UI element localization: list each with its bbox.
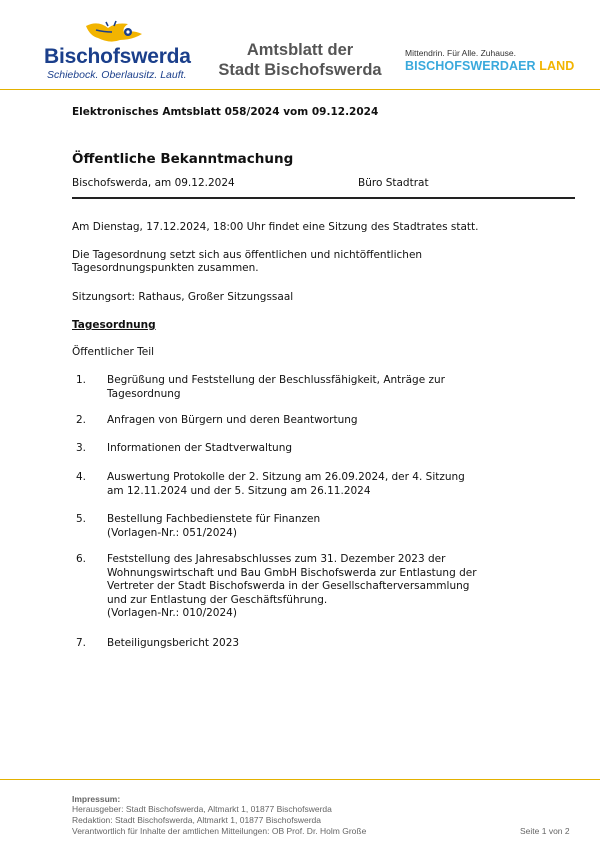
agenda-item-text: Begrüßung und Feststellung der Beschlussfähigkeit, Anträge zur Tagesordnung: [107, 374, 445, 400]
place-date: Bischofswerda, am 09.12.2024: [72, 177, 235, 189]
agenda-item-number: 5.: [76, 513, 87, 525]
agenda-item-reference: (Vorlagen-Nr.: 010/2024): [107, 607, 237, 619]
agenda-item-title: Feststellung des Jahresabschlusses zum 31. Dezember 2023 der Wohnungswirtschaft und Bau GmbH Bischofswerda zur Entlastung der Vertreter der Stadt Bischofswerda in der Gesellschafterversammlung und zur Entlastung der Geschäftsführung.: [107, 553, 477, 606]
meeting-location: Sitzungsort: Rathaus, Großer Sitzungssaal: [72, 291, 294, 303]
agenda-item-title: Bestellung Fachbedienstete für Finanzen: [107, 513, 321, 525]
footer-editorial: Redaktion: Stadt Bischofswerda, Altmarkt 1, 01877 Bischofswerda: [72, 815, 321, 825]
bischofswerda-logo: [44, 18, 191, 81]
region-name: [405, 59, 574, 73]
region-name-a: BISCHOFSWERDAER: [405, 59, 536, 73]
header-divider: [0, 89, 600, 90]
meeting-date-paragraph: Am Dienstag, 17.12.2024, 18:00 Uhr findet eine Sitzung des Stadtrates statt.: [72, 221, 479, 233]
agenda-item-number: 6.: [76, 553, 87, 565]
agenda-composition-paragraph: Die Tagesordnung setzt sich aus öffentlichen und nichtöffentlichen Tagesordnungspunkten zusammen.: [72, 249, 423, 274]
agenda-item-text: Auswertung Protokolle der 2. Sitzung am 26.09.2024, der 4. Sitzung am 12.11.2024 und der 5. Sitzung am 26.11.2024: [107, 471, 465, 497]
agenda-item-text: [107, 513, 482, 540]
footer-publisher: Herausgeber: Stadt Bischofswerda, Altmarkt 1, 01877 Bischofswerda: [72, 804, 332, 814]
publication-title-line1: Amtsblatt der: [246, 41, 354, 59]
publication-title-line2: Stadt Bischofswerda: [218, 61, 382, 79]
agenda-item-number: 1.: [76, 374, 87, 386]
bird-logo-icon: [82, 18, 146, 46]
bulletin-heading: Elektronisches Amtsblatt 058/2024 vom 09.12.2024: [72, 106, 379, 118]
region-brand: [405, 48, 574, 73]
region-tagline: Mittendrin. Für Alle. Zuhause.: [405, 48, 517, 58]
agenda-item-reference: (Vorlagen-Nr.: 051/2024): [107, 526, 237, 539]
logo-wordmark: Bischofswerda: [44, 45, 191, 68]
issuing-office: Büro Stadtrat: [358, 177, 429, 189]
agenda-item-text: [107, 553, 482, 621]
region-name-b: LAND: [539, 59, 575, 73]
page-number: Seite 1 von 2: [520, 826, 570, 836]
agenda-item-number: 3.: [76, 442, 87, 454]
section-rule: [72, 197, 575, 199]
agenda-item-text: Informationen der Stadtverwaltung: [107, 442, 293, 454]
agenda-item-text: Beteiligungsbericht 2023: [107, 637, 240, 649]
announcement-title: Öffentliche Bekanntmachung: [72, 151, 294, 167]
agenda-item-text: Anfragen von Bürgern und deren Beantwortung: [107, 414, 358, 426]
impressum-label: Impressum:: [72, 794, 121, 804]
publication-title: [200, 40, 400, 80]
footer-divider: [0, 779, 600, 780]
public-part-label: Öffentlicher Teil: [72, 346, 155, 358]
agenda-heading: Tagesordnung: [72, 319, 156, 331]
agenda-item-number: 7.: [76, 637, 87, 649]
logo-tagline: Schiebock. Oberlausitz. Lauft.: [47, 69, 187, 81]
footer-responsible: Verantwortlich für Inhalte der amtlichen Mitteilungen: OB Prof. Dr. Holm Große: [72, 826, 367, 836]
agenda-item-number: 4.: [76, 471, 87, 483]
agenda-item-number: 2.: [76, 414, 87, 426]
